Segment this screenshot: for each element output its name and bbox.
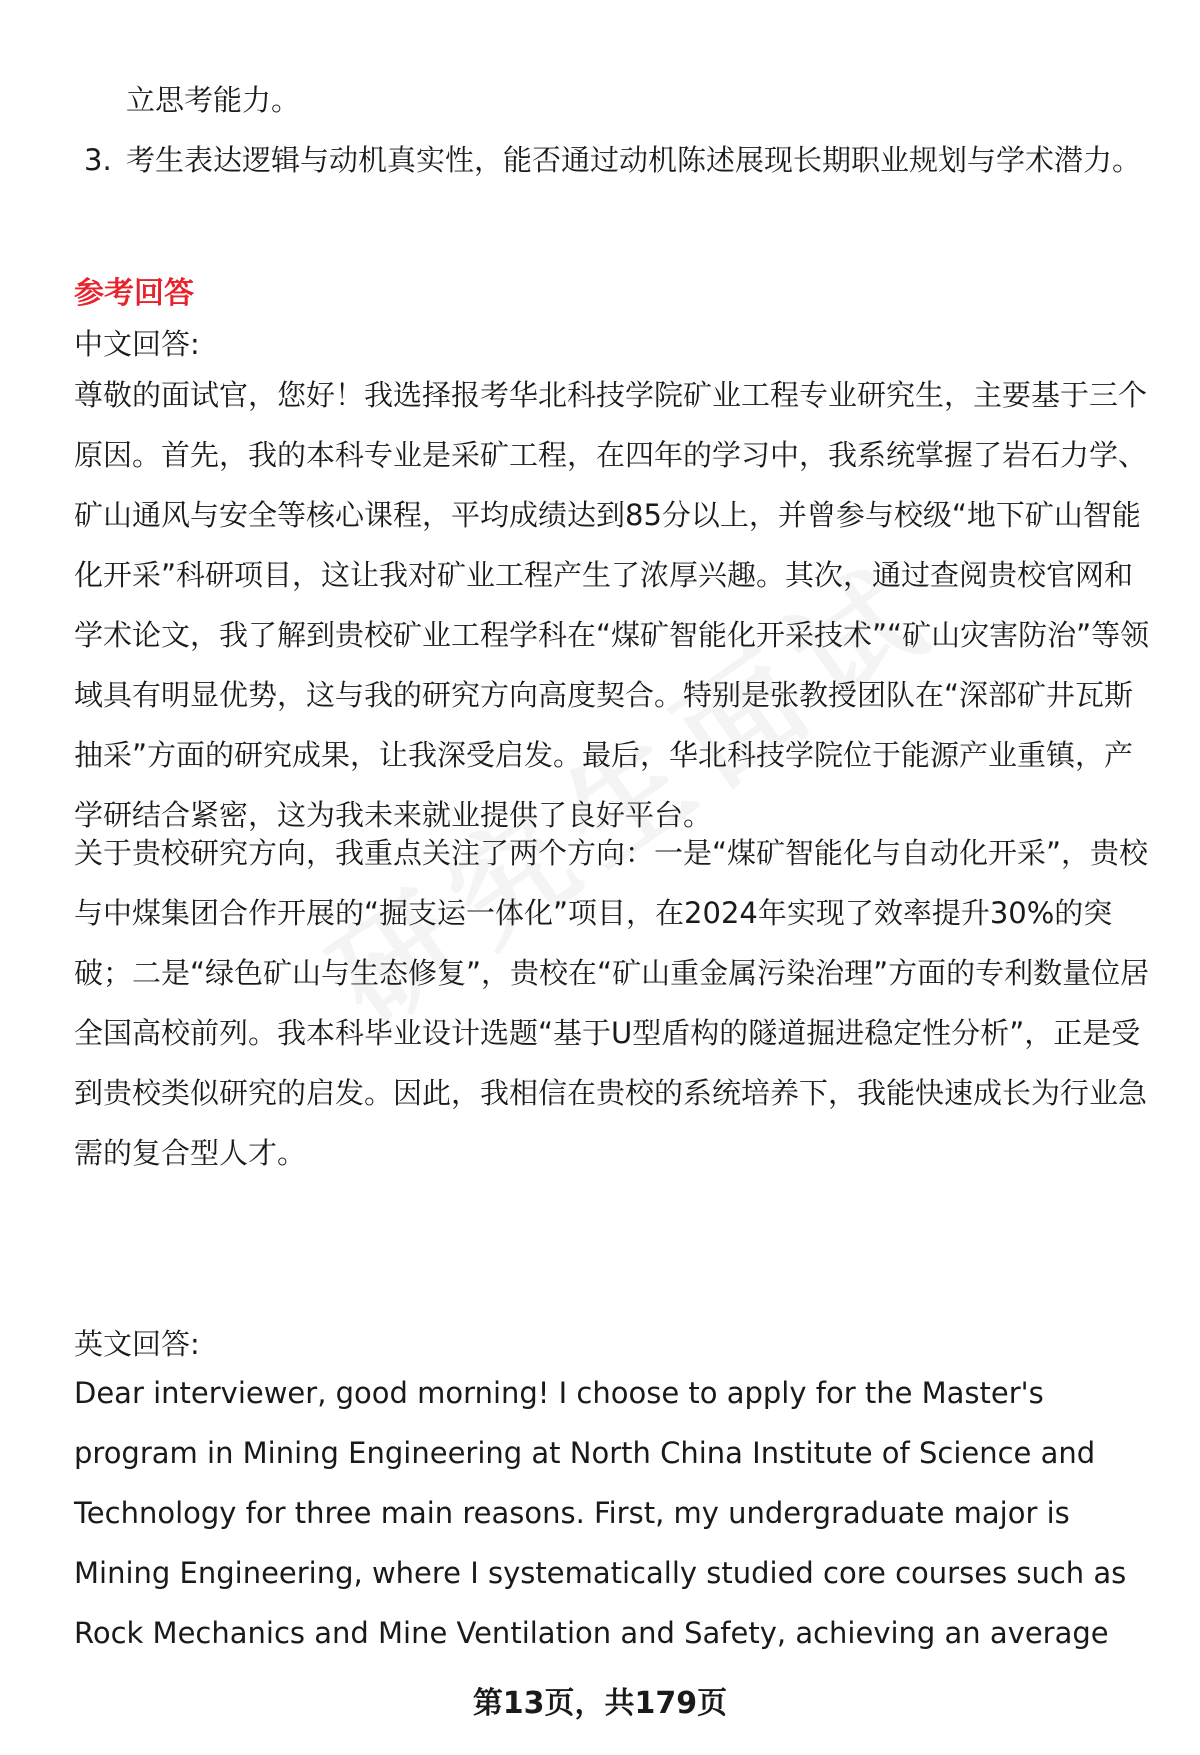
reference-answer-heading: 参考回答 — [74, 276, 194, 311]
list-item-continuation: 立思考能力。 — [126, 83, 301, 117]
list-item-text: 考生表达逻辑与动机真实性，能否通过动机陈述展现长期职业规划与学术潜力。 — [126, 143, 1142, 177]
chinese-paragraph-2: 关于贵校研究方向，我重点关注了两个方向：一是“煤矿智能化与自动化开采”，贵校与中煤集团合作开展的“掘支运一体化”项目，在2024年实现了效率提升30%的突破；二是“绿色矿山与生态修复”，贵校在“矿山重金属污染治理”方面的专利数量位居全国高校前列。我本科毕业设计选题“基于U型盾构的隧道掘进稳定性分析”，正是受到贵校类似研究的启发。因此，我相信在贵校的系统培养下，我能快速成长为行业急需的复合型人才。 — [74, 836, 1150, 1170]
page-number-footer: 第13页，共179页 — [472, 1686, 728, 1721]
chinese-answer-label: 中文回答: — [74, 327, 200, 361]
english-answer-label: 英文回答: — [74, 1327, 200, 1361]
english-paragraph: Dear interviewer, good morning! I choose to apply for the Master's program in Mining Engineering at North China Institute of Science and Technology for three main reasons. First, my undergraduate major is Mining Engineering, where I systematically studied core courses such as Rock Mechanics and Mine Ventilation and Safety, achieving an average — [74, 1376, 1127, 1650]
list-number: 3. — [84, 143, 112, 177]
chinese-paragraph-1: 尊敬的面试官，您好！我选择报考华北科技学院矿业工程专业研究生，主要基于三个原因。首先，我的本科专业是采矿工程，在四年的学习中，我系统掌握了岩石力学、矿山通风与安全等核心课程，平均成绩达到85分以上，并曾参与校级“地下矿山智能化开采”科研项目，这让我对矿业工程产生了浓厚兴趣。其次，通过查阅贵校官网和学术论文，我了解到贵校矿业工程学科在“煤矿智能化开采技术”“矿山灾害防治”等领域具有明显优势，这与我的研究方向高度契合。特别是张教授团队在“深部矿井瓦斯抽采”方面的研究成果，让我深受启发。最后，华北科技学院位于能源产业重镇，产学研结合紧密，这为我未来就业提供了良好平台。 — [74, 378, 1150, 832]
